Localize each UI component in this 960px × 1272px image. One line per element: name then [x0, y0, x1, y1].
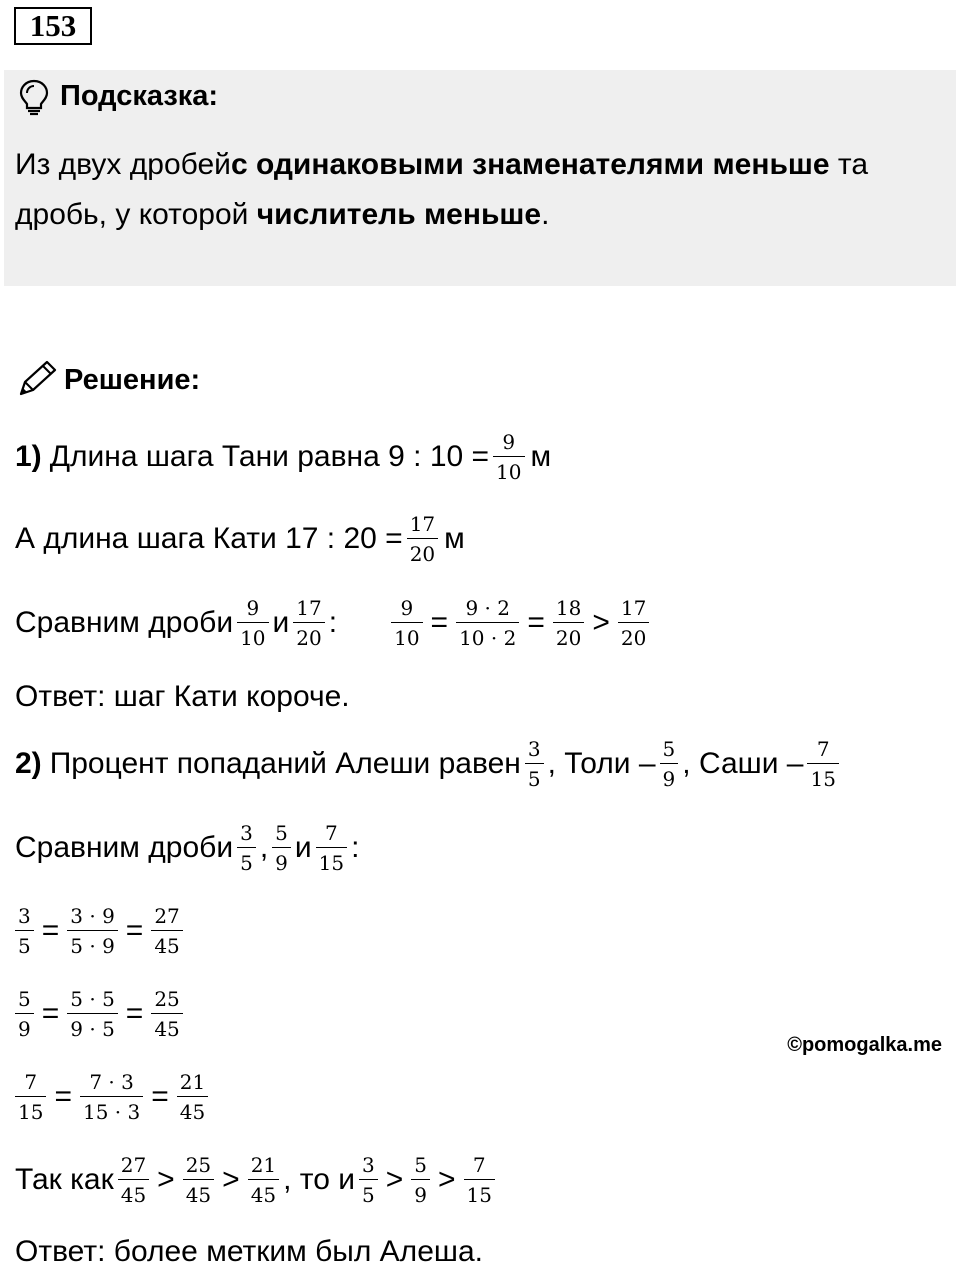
numerator: 18 [555, 596, 582, 620]
numerator: 9 · 2 [465, 596, 510, 620]
numerator: 17 [296, 596, 322, 620]
numerator: 5 [662, 737, 676, 761]
fraction [293, 598, 324, 648]
hint-text: дробь, у которой [15, 198, 257, 231]
numerator: 9 [246, 596, 260, 620]
solution-line-1 [15, 430, 552, 484]
hint-text: Из двух дробей [15, 148, 231, 181]
hint-text: та [829, 148, 869, 181]
fraction [80, 1072, 143, 1122]
greater-sign: > [592, 606, 610, 639]
equals-sign: = [125, 914, 144, 947]
numerator: 3 [362, 1153, 375, 1177]
numerator: 7 [816, 737, 830, 761]
fraction [15, 1072, 46, 1122]
fraction [359, 1155, 378, 1205]
text: , Толи – [547, 747, 656, 780]
unit: м [444, 522, 465, 555]
denominator: 45 [151, 930, 182, 956]
solution-line-5 [15, 821, 360, 875]
numerator: 9 [502, 430, 516, 454]
denominator: 5 [237, 847, 256, 873]
fraction [553, 598, 584, 648]
item-number: 1) [15, 440, 42, 473]
denominator: 9 [15, 1013, 34, 1039]
denominator: 9 · 5 [67, 1013, 118, 1039]
equation-3-5 [11, 904, 187, 958]
denominator: 45 [151, 1013, 182, 1039]
numerator: 21 [179, 1070, 206, 1094]
equals-sign: = [54, 1080, 72, 1113]
fraction [118, 1155, 149, 1205]
fraction [525, 739, 544, 789]
denominator: 5 [359, 1179, 378, 1205]
text: , Саши – [682, 747, 804, 780]
fraction [237, 598, 268, 648]
solution-line-2 [15, 512, 465, 566]
denominator: 15 [316, 847, 347, 873]
equals-sign: = [430, 606, 449, 639]
fraction [67, 906, 118, 956]
text: , [259, 831, 269, 864]
hint-line-1 [15, 145, 868, 185]
equals-sign: = [41, 997, 60, 1030]
solution-line-6 [15, 1153, 499, 1207]
text: Процент попаданий Алеши равен [49, 747, 521, 780]
hint-bold-text: с одинаковыми знаменателями меньше [230, 148, 830, 181]
equals-sign: = [151, 1080, 169, 1113]
fraction [411, 1155, 430, 1205]
solution-title: Решение: [64, 364, 201, 396]
denominator: 5 · 9 [67, 930, 118, 956]
numerator: 17 [409, 512, 436, 536]
equation-7-15 [11, 1070, 212, 1124]
solution-line-3 [15, 596, 653, 650]
fraction [15, 989, 34, 1039]
fraction [316, 823, 347, 873]
denominator: 45 [248, 1179, 279, 1205]
denominator: 45 [177, 1096, 208, 1122]
numerator: 27 [154, 904, 180, 928]
numerator: 9 [400, 596, 414, 620]
text: Сравним дроби [15, 831, 234, 864]
fraction [391, 598, 422, 648]
task-number: 153 [14, 7, 92, 45]
item-number: 2) [15, 747, 42, 780]
equals-sign: = [527, 606, 545, 639]
denominator: 15 · 3 [80, 1096, 143, 1122]
fraction [151, 906, 182, 956]
unit: м [530, 440, 552, 473]
fraction [464, 1155, 495, 1205]
text: Так как [15, 1163, 114, 1196]
numerator: 25 [154, 987, 180, 1011]
text: Сравним дроби [15, 606, 234, 639]
denominator: 10 [391, 622, 422, 648]
fraction [272, 823, 291, 873]
fraction [183, 1155, 214, 1205]
greater-sign: > [222, 1163, 240, 1196]
numerator: 21 [250, 1153, 277, 1177]
numerator: 7 [24, 1070, 38, 1094]
greater-sign: > [157, 1163, 175, 1196]
text: А длина шага Кати 17 : 20 = [15, 522, 403, 555]
fraction [67, 989, 118, 1039]
denominator: 10 [493, 456, 524, 482]
answer-2: Ответ: более метким был Алеша. [15, 1235, 483, 1268]
denominator: 15 [15, 1096, 46, 1122]
greater-sign: > [385, 1163, 404, 1196]
numerator: 5 [18, 987, 31, 1011]
denominator: 5 [525, 763, 544, 789]
numerator: 3 [527, 737, 541, 761]
numerator: 3 [18, 904, 31, 928]
solution-line-4 [15, 737, 843, 791]
hint-text: . [541, 198, 550, 231]
fraction [407, 514, 438, 564]
text: : [351, 831, 360, 864]
text: : [328, 606, 338, 639]
denominator: 45 [118, 1179, 149, 1205]
fraction [807, 739, 838, 789]
fraction [151, 989, 182, 1039]
denominator: 20 [407, 538, 438, 564]
numerator: 7 · 3 [89, 1070, 134, 1094]
equals-sign: = [125, 997, 144, 1030]
numerator: 5 [414, 1153, 427, 1177]
denominator: 10 [237, 622, 268, 648]
denominator: 15 [464, 1179, 495, 1205]
fraction [15, 906, 34, 956]
denominator: 15 [807, 763, 838, 789]
numerator: 3 · 9 [70, 904, 115, 928]
denominator: 20 [293, 622, 324, 648]
fraction [237, 823, 256, 873]
text: , то и [283, 1163, 355, 1196]
denominator: 9 [660, 763, 679, 789]
fraction [493, 432, 524, 482]
fraction [177, 1072, 208, 1122]
denominator: 45 [183, 1179, 214, 1205]
numerator: 17 [620, 596, 647, 620]
numerator: 5 [275, 821, 288, 845]
equals-sign: = [41, 914, 60, 947]
denominator: 20 [553, 622, 584, 648]
answer-1: Ответ: шаг Кати короче. [15, 680, 350, 713]
fraction [248, 1155, 279, 1205]
hint-title: Подсказка: [60, 80, 219, 112]
denominator: 20 [618, 622, 649, 648]
denominator: 9 [272, 847, 291, 873]
hint-line-2 [15, 195, 549, 235]
numerator: 5 · 5 [70, 987, 115, 1011]
denominator: 9 [411, 1179, 430, 1205]
numerator: 25 [185, 1153, 212, 1177]
hint-bold-text: числитель меньше [256, 198, 542, 231]
greater-sign: > [438, 1163, 456, 1196]
watermark: ©pomogalka.me [787, 1034, 942, 1056]
numerator: 27 [120, 1153, 147, 1177]
text: и [294, 831, 312, 864]
fraction [456, 598, 519, 648]
numerator: 7 [472, 1153, 486, 1177]
denominator: 5 [15, 930, 34, 956]
text: и [272, 606, 290, 639]
pencil-icon [15, 360, 59, 405]
numerator: 7 [325, 821, 338, 845]
denominator: 10 · 2 [456, 622, 519, 648]
equation-5-9 [11, 987, 187, 1041]
lightbulb-icon [17, 78, 51, 121]
fraction [660, 739, 679, 789]
fraction [618, 598, 649, 648]
text: Длина шага Тани равна 9 : 10 = [49, 440, 490, 473]
numerator: 3 [240, 821, 253, 845]
